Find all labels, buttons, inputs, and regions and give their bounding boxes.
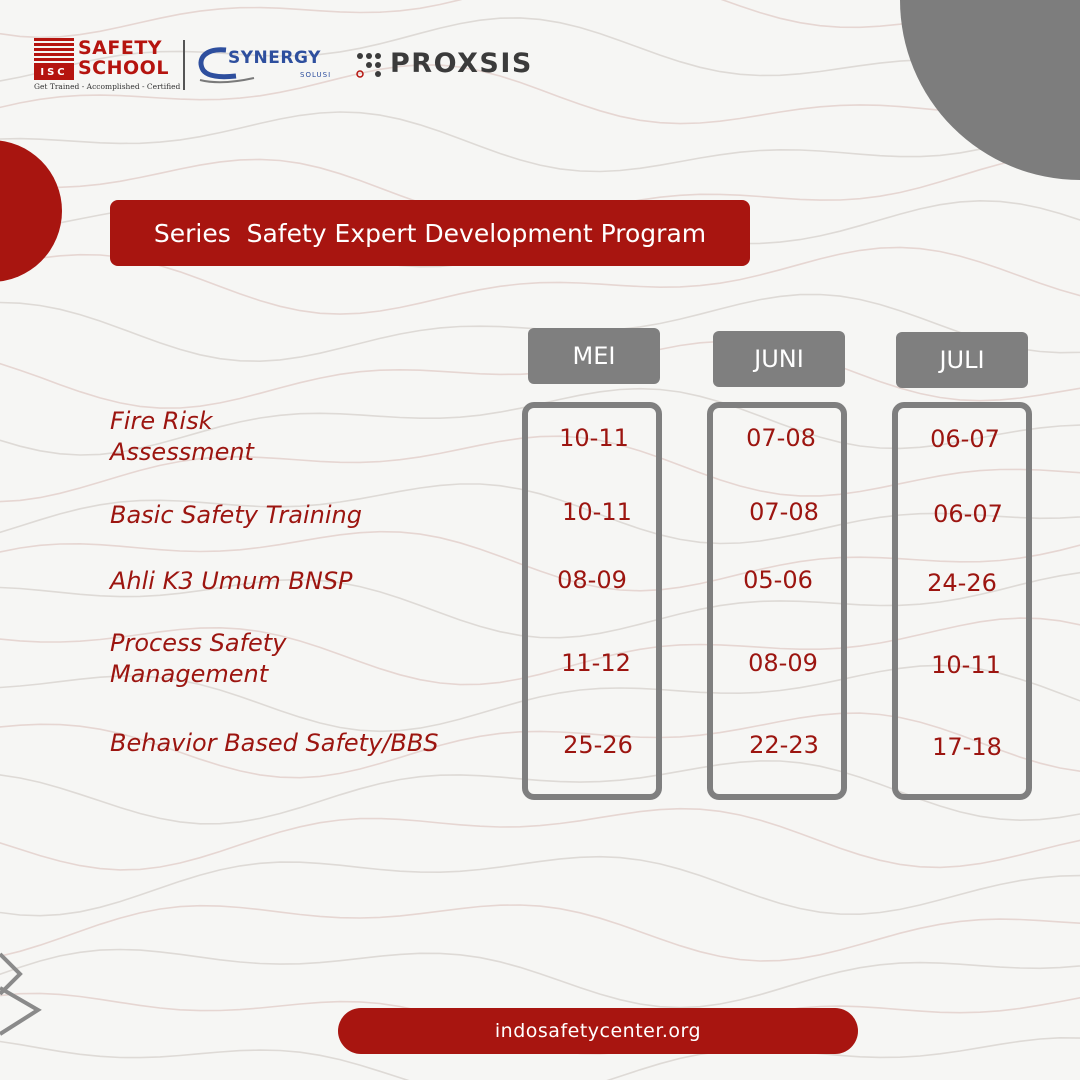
date-cell: 06-07 [933,500,1003,528]
course-label-process-safety: Process Safety Management [110,629,287,688]
date-cell: 07-08 [749,498,819,526]
synergy-name: SYNERGY [228,48,321,68]
safety-school-tagline: Get Trained - Accomplished - Certified [34,82,181,91]
course-label-basic-safety: Basic Safety Training [110,501,362,529]
date-cell: 06-07 [930,425,1000,453]
proxsis-name: PROXSIS [390,48,533,79]
course-label-bbs: Behavior Based Safety/BBS [110,729,439,757]
proxsis-logo [354,46,544,86]
isc-mark-icon: ISC [34,38,74,82]
date-cell: 05-06 [743,566,813,594]
date-cell: 10-11 [931,651,1001,679]
contour-line [0,112,1080,172]
date-cell: 25-26 [563,731,633,759]
decorative-diamond-outline-icon [0,948,50,1038]
logo-divider [183,40,185,90]
month-header-juni: JUNI [713,331,845,387]
page-title: Series Safety Expert Development Program [153,218,707,248]
date-cell: 22-23 [749,731,819,759]
date-cell: 10-11 [559,424,629,452]
partner-logos [34,36,554,96]
course-label-ahli-k3: Ahli K3 Umum BNSP [110,567,353,595]
safety-school-logo [34,37,181,94]
date-cell: 10-11 [562,498,632,526]
date-cell: 17-18 [932,733,1002,761]
synergy-logo [196,40,338,90]
month-header-juli: JULI [896,332,1028,388]
safety-school-word-1: SAFETY [78,37,163,59]
date-cell: 07-08 [746,424,816,452]
date-cell: 08-09 [748,649,818,677]
website-link[interactable]: indosafetycenter.org [494,1020,702,1042]
contour-line [0,950,1080,1008]
date-cell: 08-09 [557,566,627,594]
course-label-fire-risk: Fire Risk Assessment [110,407,254,466]
date-cell: 11-12 [561,649,631,677]
date-cell: 24-26 [927,569,997,597]
synergy-sub: SOLUSI [300,71,332,79]
month-header-mei: MEI [528,328,660,384]
proxsis-dots-icon [354,50,384,80]
footer-website-pill[interactable] [338,1008,858,1054]
safety-school-word-2: SCHOOL [78,57,169,79]
title-banner [110,200,750,266]
